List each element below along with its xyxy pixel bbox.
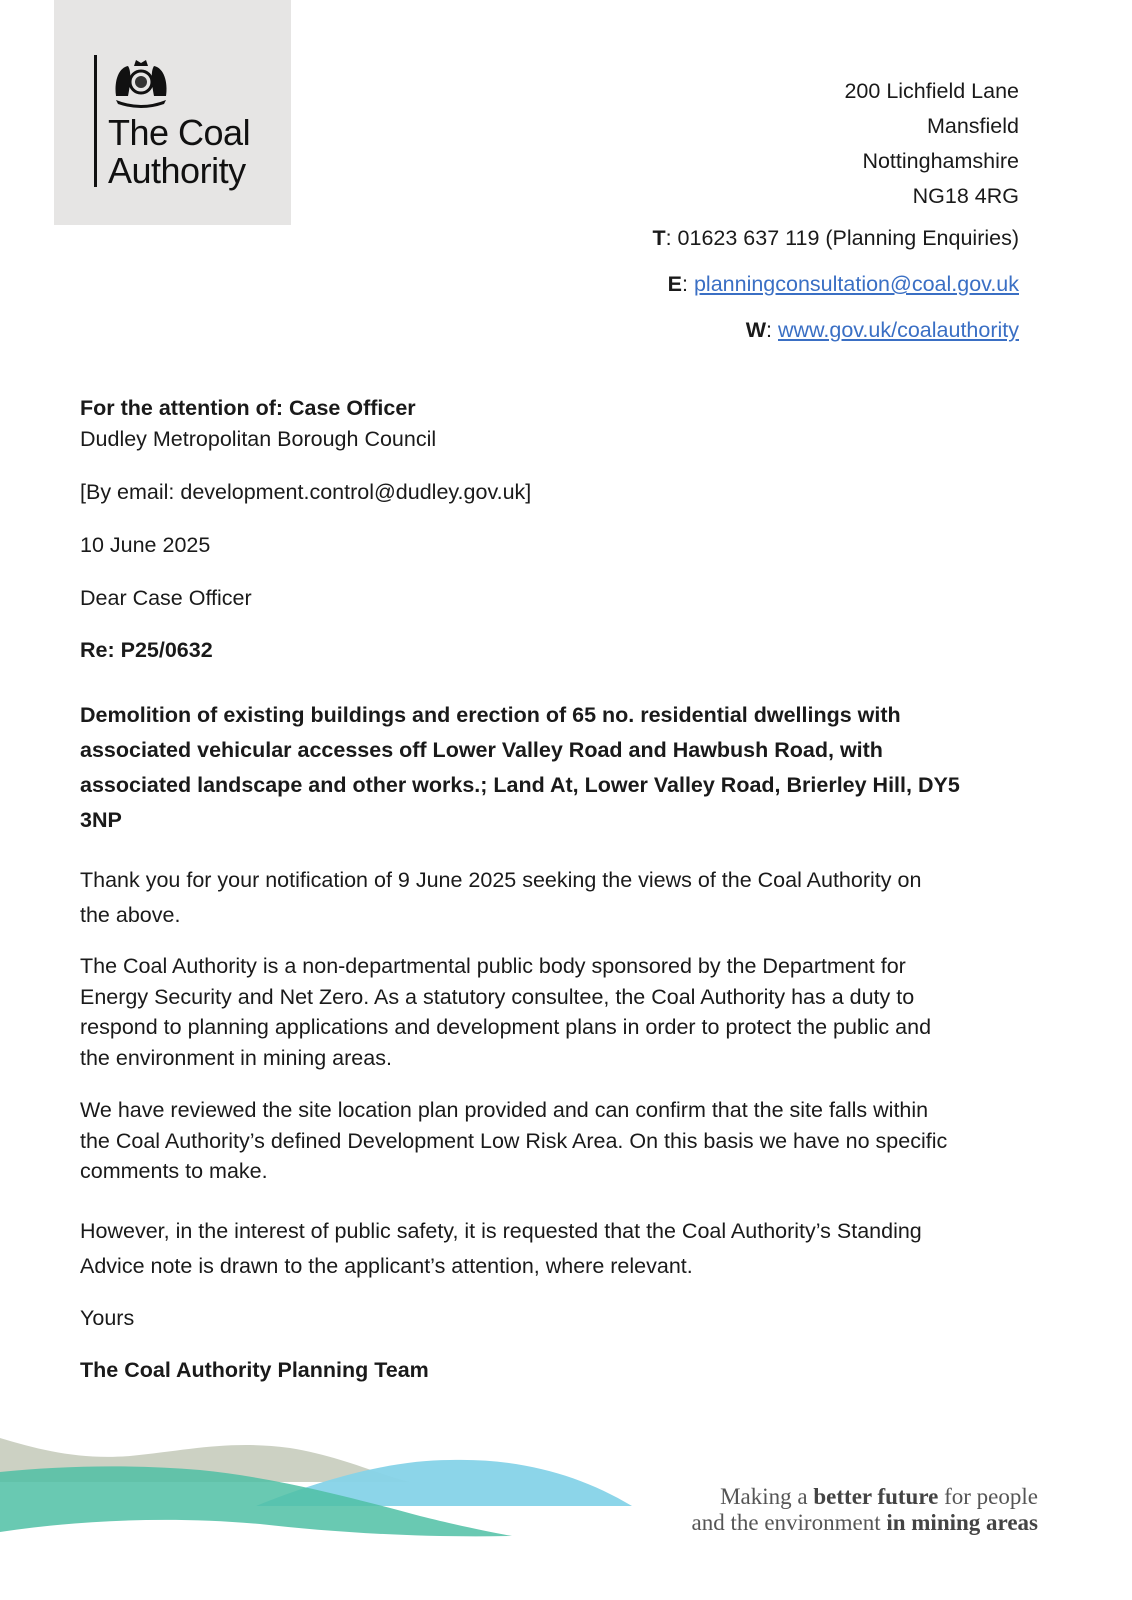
address-line: NG18 4RG xyxy=(912,184,1019,208)
signature: The Coal Authority Planning Team xyxy=(80,1358,429,1382)
address-line: 200 Lichfield Lane xyxy=(844,79,1019,103)
letter-date: 10 June 2025 xyxy=(80,533,211,557)
royal-crest-icon xyxy=(108,52,174,110)
by-email-line: [By email: development.control@dudley.gov.uk] xyxy=(80,480,532,504)
footer-tagline: Making a better future for people and the environment in mining areas xyxy=(691,1484,1038,1535)
web-line: W: www.gov.uk/coalauthority xyxy=(745,318,1019,342)
logo-text: The Coal Authority xyxy=(108,112,251,191)
sender-address xyxy=(844,74,1019,214)
reference: Re: P25/0632 xyxy=(80,638,213,662)
coal-authority-logo xyxy=(54,0,291,225)
recipient-org: Dudley Metropolitan Borough Council xyxy=(80,427,437,451)
paragraph-1: Thank you for your notification of 9 June 2025 seeking the views of the Coal Authority on the above. xyxy=(80,868,922,927)
attention-line: For the attention of: Case Officer xyxy=(80,396,416,420)
website-link[interactable]: www.gov.uk/coalauthority xyxy=(778,318,1019,342)
address-line: Mansfield xyxy=(926,114,1019,138)
logo-divider xyxy=(94,55,97,187)
footer-waves-graphic xyxy=(0,1420,650,1550)
phone-line: T: 01623 637 119 (Planning Enquiries) xyxy=(652,226,1019,250)
salutation: Dear Case Officer xyxy=(80,586,252,610)
closing: Yours xyxy=(80,1306,135,1330)
paragraph-4: However, in the interest of public safety, it is requested that the Coal Authority’s Standing Advice note is drawn to the applicant’s attention, where relevant. xyxy=(80,1219,922,1278)
subject: Demolition of existing buildings and erection of 65 no. residential dwellings with associated vehicular accesses off Lower Valley Road and Hawbush Road, with associated landscape and other works.; Land At, Lower Valley Road, Brierley Hill, DY5 3NP xyxy=(80,703,960,832)
email-line: E: planningconsultation@coal.gov.uk xyxy=(667,272,1019,296)
address-line: Nottinghamshire xyxy=(862,149,1019,173)
paragraph-2: The Coal Authority is a non-departmental public body sponsored by the Department for Energy Security and Net Zero. As a statutory consultee, the Coal Authority has a duty to respond to planning applications and development plans in order to protect the public and the environment in mining areas. xyxy=(80,954,932,1070)
paragraph-3: We have reviewed the site location plan provided and can confirm that the site falls within the Coal Authority’s defined Development Low Risk Area. On this basis we have no specific comments to make. xyxy=(80,1098,948,1183)
email-link[interactable]: planningconsultation@coal.gov.uk xyxy=(693,272,1019,296)
